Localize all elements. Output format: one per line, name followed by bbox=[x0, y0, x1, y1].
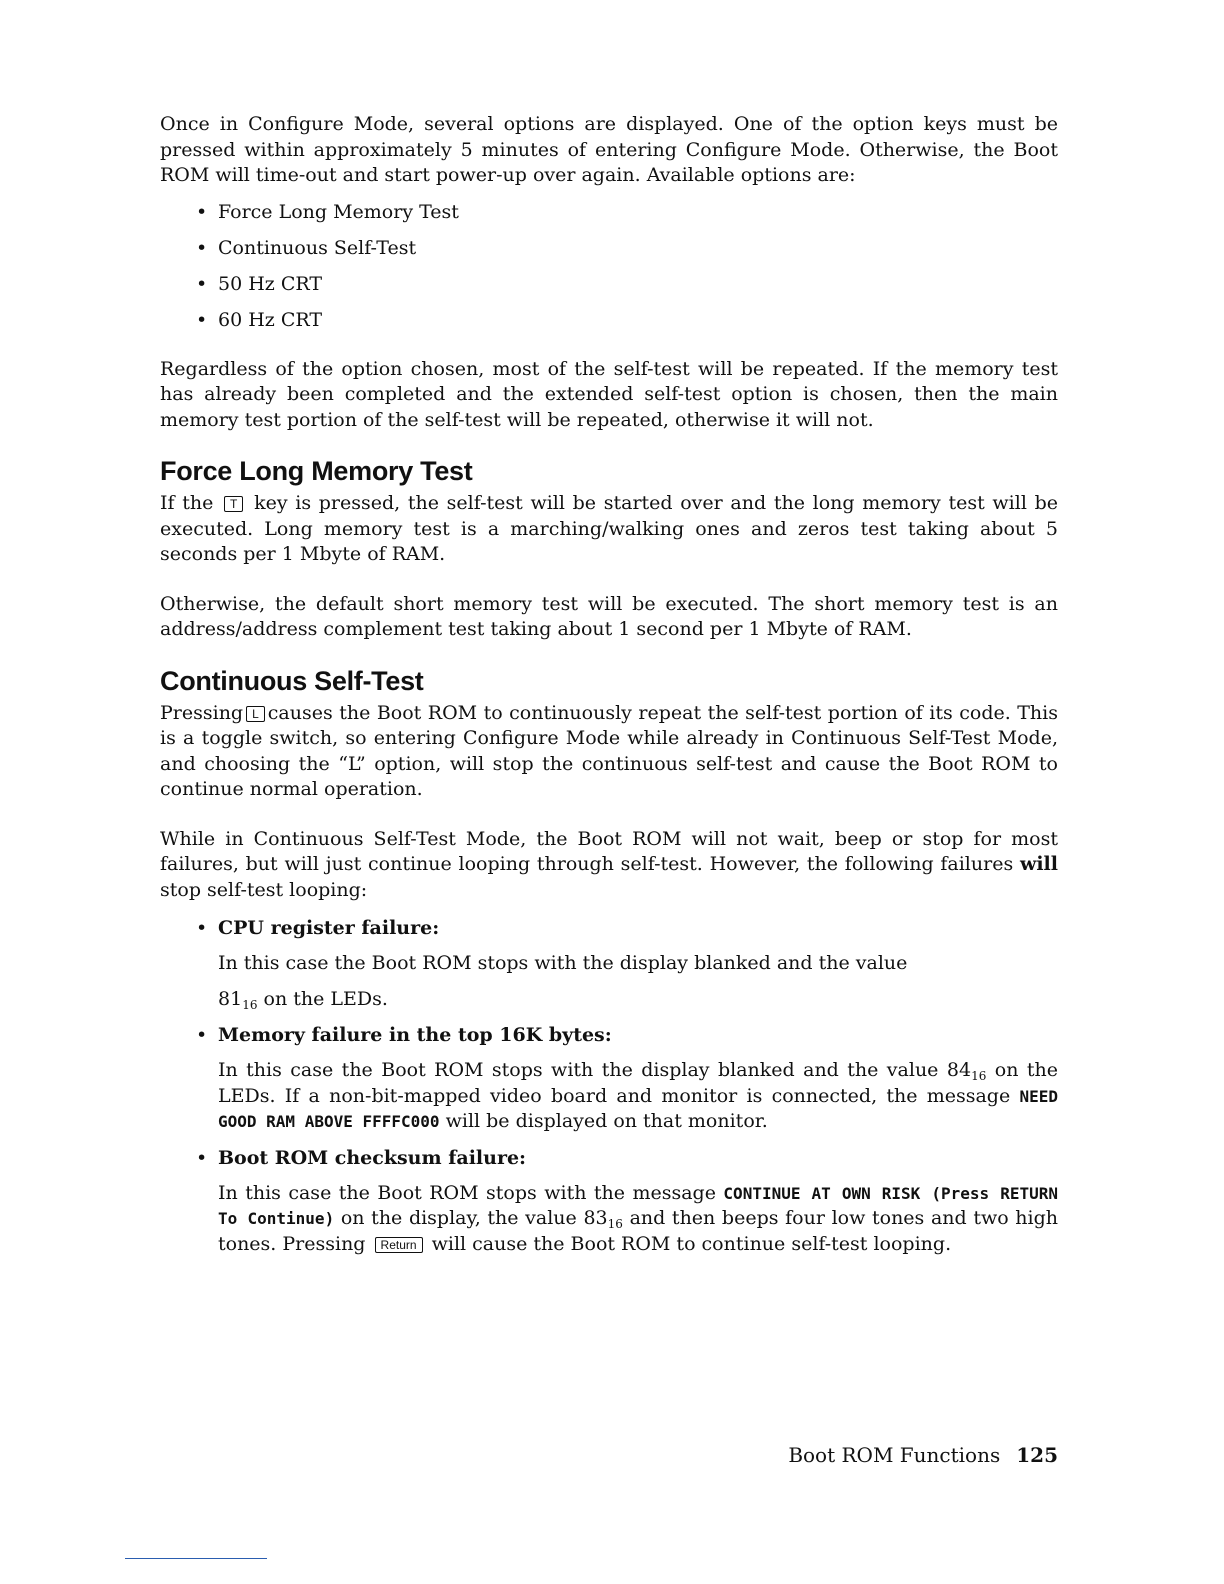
options-list bbox=[160, 199, 1058, 333]
page-footer bbox=[788, 1443, 1058, 1467]
list-item: • 50 Hz CRT bbox=[160, 271, 1058, 297]
short-memory-paragraph: Otherwise, the default short memory test will be executed. The short memory test is an address/address complement test taking about 1 second per 1 Mbyte of RAM. bbox=[160, 592, 1058, 640]
bottom-rule bbox=[125, 1558, 267, 1559]
looping-paragraph: While in Continuous Self-Test Mode, the Boot ROM will not wait, beep or stop for most failures, but will just continue looping through self-test. However, the following failures will stop self-test looping: bbox=[160, 827, 1058, 901]
failure-title: • Boot ROM checksum failure: bbox=[218, 1145, 1058, 1171]
list-item: • Continuous Self-Test bbox=[160, 235, 1058, 261]
intro-paragraph: Once in Configure Mode, several options are displayed. One of the option keys must be pressed within approximately 5 minutes of entering Configure Mode. Otherwise, the Boot ROM will time-out and start power-up over again. Available options are: bbox=[160, 113, 1058, 186]
l-key-icon: L bbox=[246, 706, 265, 722]
failure-cpu-register bbox=[160, 915, 1058, 1012]
failure-description: In this case the Boot ROM stops with the display blanked and the value $81_{16}$ on the LEDs. bbox=[218, 952, 908, 1012]
continuous-paragraph: Pressing L causes the Boot ROM to continuously repeat the self-test portion of its code. This is a toggle switch, so entering Configure Mode while already in Continuous Self-Test Mode, and choosing the “L” option, will stop the continuous self-test and cause the Boot ROM to continue normal operation. bbox=[160, 701, 1058, 800]
failure-description: In this case the Boot ROM stops with the message CONTINUE AT OWN RISK (Press RETURN To Continue) on the display, the value $83_{16}$ and then beeps four low tones and two high tones. Pressing Return will cause the Boot ROM to continue self-test looping. bbox=[218, 1181, 1059, 1255]
message-code: CONTINUE AT OWN RISK (Press RETURN To Continue) bbox=[218, 1183, 1058, 1228]
section-heading-continuous-self-test: Continuous Self-Test bbox=[160, 665, 424, 696]
failure-title: • Memory failure in the top 16K bytes: bbox=[218, 1022, 1058, 1048]
t-key-icon: T bbox=[224, 496, 243, 512]
footer-title: Boot ROM Functions bbox=[788, 1443, 1001, 1467]
section-heading-force-long-memory-test: Force Long Memory Test bbox=[160, 456, 473, 486]
page-body bbox=[160, 112, 1058, 1267]
message-code: NEED GOOD RAM ABOVE FFFFC000 bbox=[218, 1086, 1058, 1131]
failure-boot-rom-checksum bbox=[160, 1145, 1058, 1258]
force-test-paragraph: If the T key is pressed, the self-test will be started over and the long memory test will be executed. Long memory test is a marching/walking ones and zeros test taking about 5 seconds per 1 Mbyte of RAM. bbox=[160, 492, 1058, 565]
failure-description: In this case the Boot ROM stops with the display blanked and the value $84_{16}$ on the LEDs. If a non-bit-mapped video board and monitor is connected, the message NEED GOOD RAM ABOVE FFFFC000 will be displayed on that monitor. bbox=[218, 1059, 1059, 1132]
failure-memory-top-16k bbox=[160, 1022, 1058, 1135]
regardless-paragraph: Regardless of the option chosen, most of the self-test will be repeated. If the memory test has already been completed and the extended self-test option is chosen, then the main memory test portion of the self-test will be repeated, otherwise it will not. bbox=[160, 357, 1058, 431]
page-number: 125 bbox=[1016, 1443, 1058, 1467]
return-key-icon: Return bbox=[375, 1237, 423, 1253]
list-item: • Force Long Memory Test bbox=[160, 199, 1058, 225]
failure-title: • CPU register failure: bbox=[218, 915, 1058, 941]
list-item: • 60 Hz CRT bbox=[160, 307, 1058, 333]
